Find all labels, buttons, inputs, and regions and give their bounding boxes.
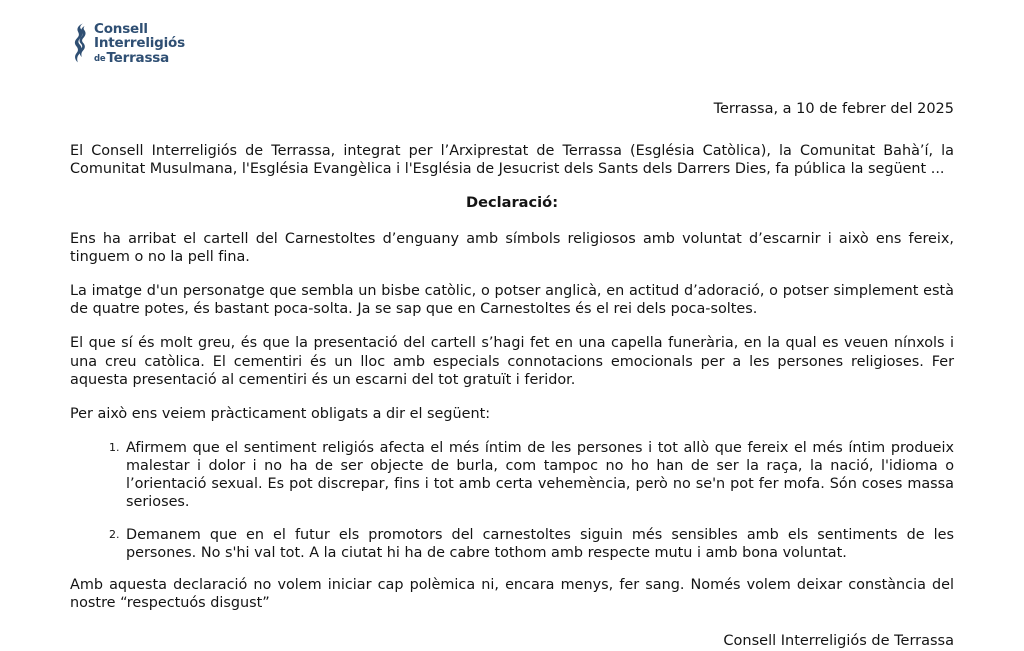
declaration-heading: Declaració: (465, 193, 559, 211)
logo-line-interreligios: Interreligiós (94, 35, 185, 52)
flame-wave-mark-icon (72, 22, 88, 64)
numbered-points-list (70, 439, 954, 562)
date-line: Terrassa, a 10 de febrer del 2025 (713, 101, 954, 117)
paragraph-1: Ens ha arribat el cartell del Carnestoltes d’enguany amb símbols religiosos amb voluntat d’escarnir i això ens fereix, tinguem o no la pell fina. (70, 230, 954, 265)
letterhead-logo (72, 22, 185, 65)
document-body (70, 100, 954, 651)
paragraph-4: Per això ens veiem pràcticament obligats a dir el següent: (70, 405, 491, 422)
signature-line: Consell Interreligiós de Terrassa (723, 633, 954, 650)
logo-de: de (94, 53, 106, 64)
logo-line-terrassa (94, 51, 185, 65)
paragraph-2: La imatge d'un personatge que sembla un bisbe catòlic, o potser anglicà, en actitud d’adoració, o potser simplement està de quatre potes, és bastant poca-solta. Ja se sap que en Carnestoltes és el rei dels poca-soltes. (70, 283, 954, 318)
list-item: Demanem que en el futur els promotors del carnestoltes siguin més sensibles amb els sentiments de les persones. No s'hi val tot. A la ciutat hi ha de cabre tothom amb respecte mutu i amb bona voluntat. (126, 526, 954, 561)
logo-line-consell: Consell (94, 21, 148, 37)
paragraph-3: El que sí és molt greu, és que la presentació del cartell s’hagi fet en una capella funerària, en la qual es veuen nínxols i una creu catòlica. El cementiri és un lloc amb especials connotacions emocionals per a les persones religioses. Fer aquesta presentació al cementiri és un escarni del tot gratuït i feridor. (70, 335, 954, 388)
list-item: Afirmem que el sentiment religiós afecta el més íntim de les persones i tot allò que fereix el més íntim produeix malestar i dolor i no ha de ser objecte de burla, com tampoc no ho han de ser la raça, la nació, l'idioma o l’orientació sexual. Es pot discrepar, fins i tot amb certa vehemència, però no se'n pot fer mofa. Són coses massa serioses. (126, 439, 954, 511)
intro-paragraph: El Consell Interreligiós de Terrassa, integrat per l’Arxiprestat de Terrassa (Església Catòlica), la Comunitat Bahà’í, la Comunitat Musulmana, l'Església Evangèlica i l'Església de Jesucrist dels Sants dels Darrers Dies, fa pública la següent ... (70, 142, 954, 177)
logo-wordmark (94, 22, 185, 65)
logo-terrassa-word: Terrassa (106, 49, 170, 66)
closing-paragraph: Amb aquesta declaració no volem iniciar cap polèmica ni, encara menys, fer sang. Només volem deixar constància del nostre “respectuós disgust” (70, 576, 954, 611)
